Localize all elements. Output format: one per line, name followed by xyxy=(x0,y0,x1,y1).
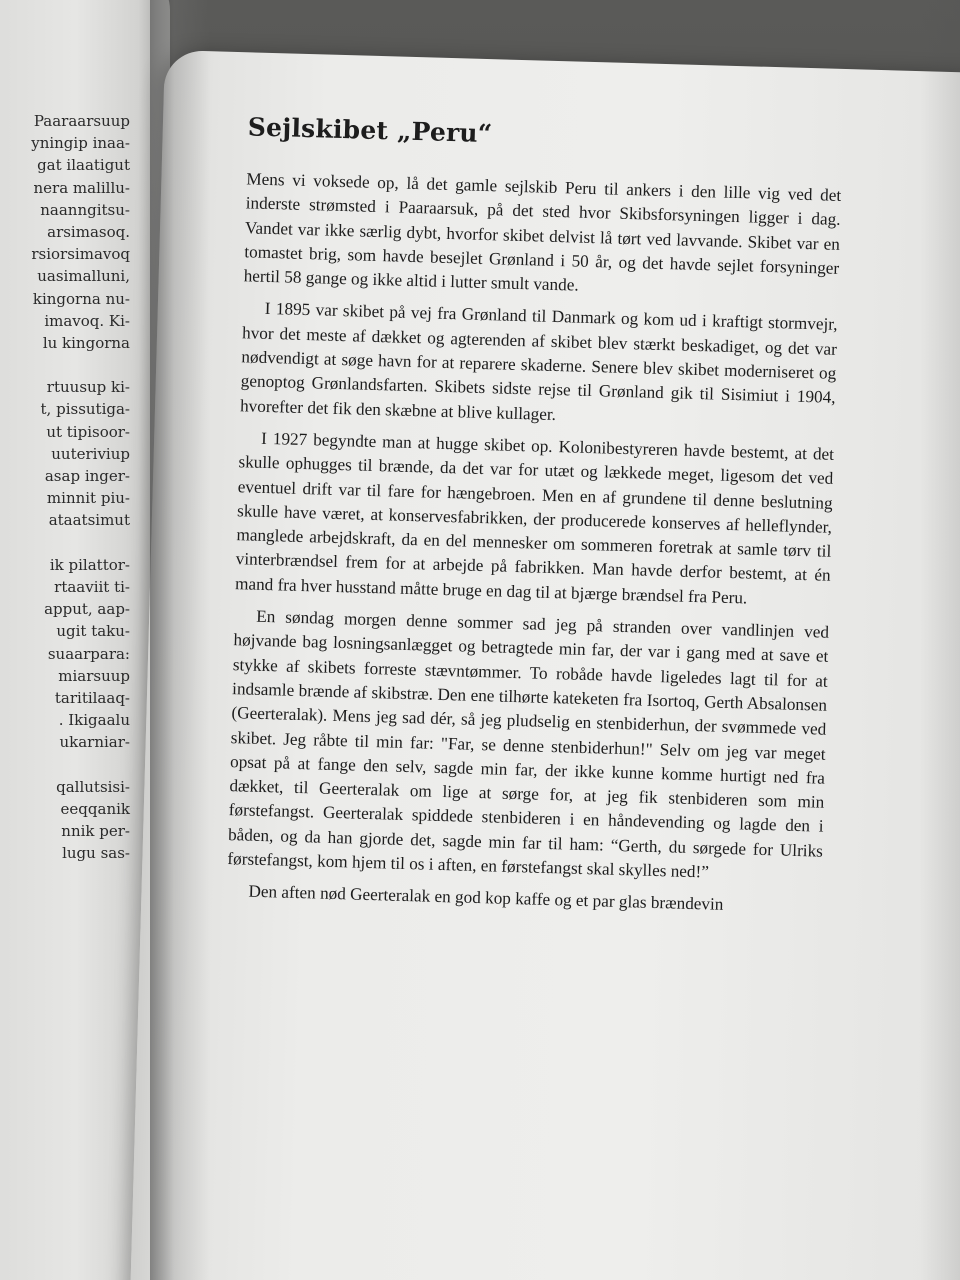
left-page-line: lu kingorna xyxy=(42,333,130,352)
left-page-line xyxy=(0,532,160,554)
paragraph-5: Den aften nød Geerteralak en god kop kaffe og et par glas brændevin xyxy=(248,881,724,915)
paragraph-1: Mens vi voksede op, lå det gamle sejlskib Peru til ankers i den lille vig ved det inderste strømsted i Paaraarsuk, på det sted hvor Skibsforsyningen ligger i dag. Vandet var ikke særlig dybt, hvorfor skibet delvist lå tørt ved lavvande. Skibet var en tomastet brig, som havde besejlet Grønland i 50 år, og det havde sejlet forsyninger hertil 58 gange og ikke altid i lutter smult vande. xyxy=(243,169,842,295)
left-page-line: nnik per- xyxy=(61,822,130,840)
left-page-line: kingorna nu- xyxy=(32,289,130,308)
left-page-line: rtuusup ki- xyxy=(46,378,130,397)
left-page-line: ukarniar- xyxy=(59,733,130,752)
left-page-line: gat ilaatigut xyxy=(37,156,130,175)
left-page-line xyxy=(0,753,160,775)
left-page-line: nera malillu- xyxy=(33,178,130,197)
left-page-line: ugit taku- xyxy=(56,622,130,641)
left-page-line: ik pilattor- xyxy=(49,555,130,574)
left-page-line: eeqqanik xyxy=(60,799,130,818)
left-page-line: Paaraarsuup xyxy=(33,112,130,130)
left-page-line xyxy=(0,354,160,376)
left-page-line: naanngitsu- xyxy=(40,200,130,219)
left-page-line: imavoq. Ki- xyxy=(44,311,130,330)
paragraph-2: I 1895 var skibet på vej fra Grønland til Danmark og kom ud i kraftigt stormvejr, hvor det meste af dækket og agterenden af skibet blev stærkt beskadiget, og det var nødvendigt at søge havn for at reparere skaderne. Senere blev skibet moderniseret og genoptog Grønlandsfarten. Skibets sidste rejse til Grønland gik til Sisimiut i 1904, hvorefter det fik den skæbne at blive kullager. xyxy=(239,299,838,424)
page-title: Sejlskibet „Peru“ xyxy=(247,112,493,149)
page-content xyxy=(226,112,843,928)
paragraph-4: En søndag morgen denne sommer sad jeg på stranden over vandlinjen ved højvande bag losningsanlægget og betragtede min far, der var i gang med at save et stykke af skibets forreste stævntømmer. To robåde havde ligeledes lagt til for at indsamle brænde af skibstræ. Den ene tilhørte kateketen fra Isortoq, Gerth Absalonsen (Geerteralak). Mens jeg sad dér, så jeg pludselig en stenbiderhun, der svømmede ved skibet. Jeg råbte til min far: "Far, se denne stenbiderhun!" Selv om jeg var meget opsat på at fange den selv, sagde min far, der ikke kunne komme hurtigt ned fra dækket, til Geerteralak om lige at sørge for, at jeg fik stenbideren som min førstefangst. Geerteralak spiddede stenbideren i en håndevending og lagde den i båden, og da han gjorde det, sagde min far til ham: “Gerth, du sørgede for Ulriks førstefangst, kom hjem til os i aften, en førstefangst skal skylles ned!” xyxy=(227,606,830,882)
left-page-line: minnit piu- xyxy=(46,489,130,508)
left-page-line: rtaaviit ti- xyxy=(54,577,130,596)
left-page-line: t, pissutiga- xyxy=(40,400,130,419)
left-page-line: yningip inaa- xyxy=(31,134,130,153)
left-page-line: arsimasoq. xyxy=(47,222,130,241)
right-page xyxy=(130,50,960,1280)
left-page-line: uuteriviup xyxy=(51,444,130,463)
left-page-line: uasimalluni, xyxy=(37,267,130,286)
left-page-text xyxy=(0,110,160,864)
left-page-line: taritilaaq- xyxy=(54,688,130,707)
left-page-line: suaarpara: xyxy=(47,644,130,663)
left-page-line: ataatsimut xyxy=(48,511,130,530)
left-page-line: rsiorsimavoq xyxy=(31,245,130,264)
left-page-line: lugu sas- xyxy=(62,844,130,863)
left-page-line: miarsuup xyxy=(58,666,130,685)
left-page-line: apput, aap- xyxy=(44,600,130,619)
left-page-line: ut tipisoor- xyxy=(46,422,130,441)
left-page-line: asap inger- xyxy=(44,467,130,485)
left-page-line: qallutsisi- xyxy=(56,777,130,796)
paragraph-3: I 1927 begyndte man at hugge skibet op. Kolonibestyreren havde bestemt, at det skulle ophugges til brænde, da det var for utæt og lækkede meget, ligesom det ved eventuel drift var til fare for hængebroen. Men en af grundene til denne beslutning skulle have været, at konservesfabrikken, der producerede konserves af helleflynder, manglede arbejdskraft, da en del mennesker om sommeren foretrak at samle tørv til vinterbrændsel frem for at arbejde på fabrikken. Man havde derfor bestemt, at én mand fra hver husstand måtte bruge en dag til at bjærge brændsel fra Peru. xyxy=(234,428,835,608)
left-page-line: . Ikigaalu xyxy=(58,711,130,730)
